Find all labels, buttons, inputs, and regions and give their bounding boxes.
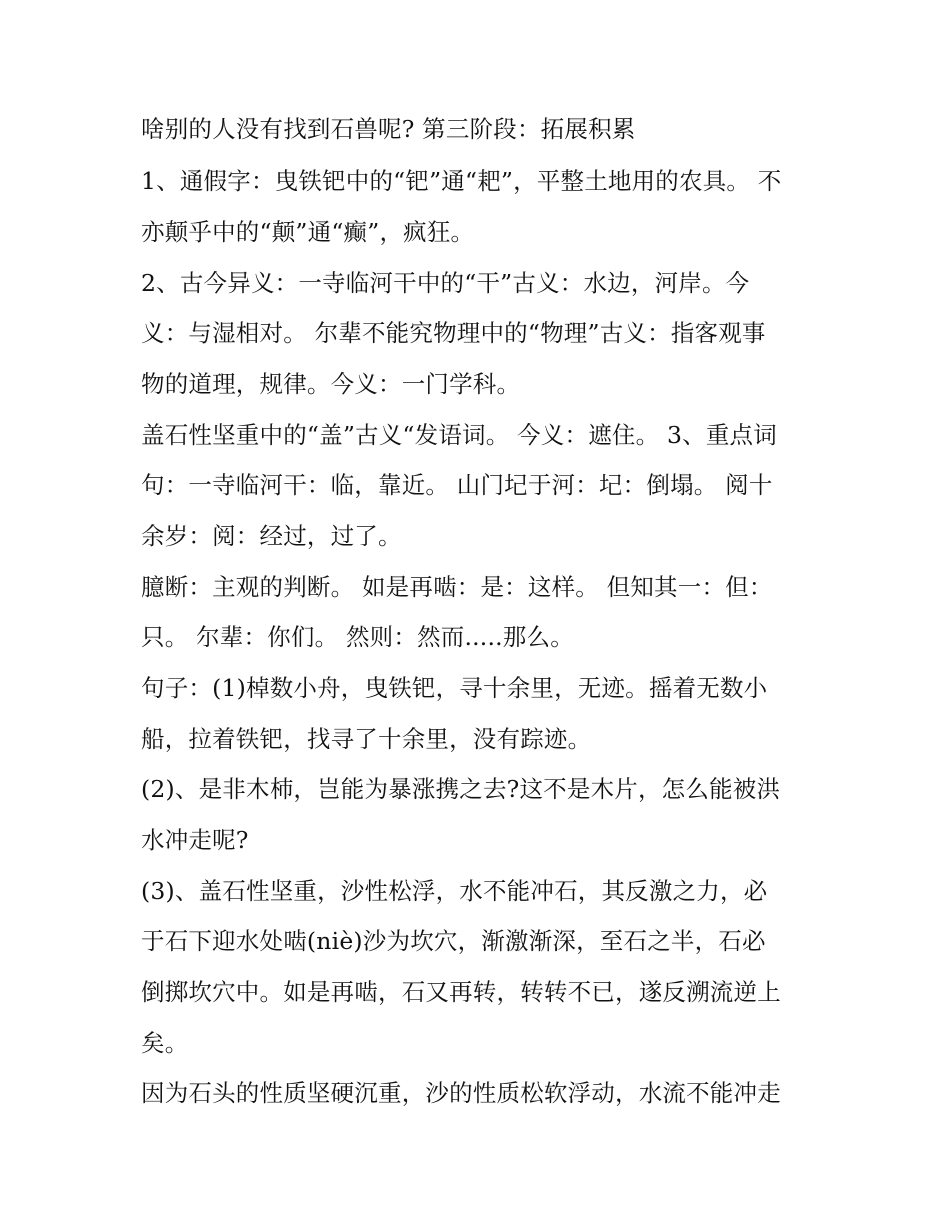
text-line: 倒掷坎穴中。如是再啮，石又再转，转转不已，遂反溯流逆上 — [141, 978, 781, 1006]
text-line: 于石下迎水处啮(niè)沙为坎穴，渐激渐深，至石之半，石必 — [141, 927, 766, 955]
text-line: 水冲走呢? — [141, 826, 249, 854]
text-line: 臆断：主观的判断。 如是再啮：是：这样。 但知其一：但： — [141, 573, 773, 601]
text-line: 物的道理，规律。今义：一门学科。 — [141, 370, 521, 398]
text-line: (3)、盖石性坚重，沙性松浮，水不能冲石，其反激之力，必 — [141, 877, 768, 905]
text-line: 船，拉着铁钯，找寻了十余里，没有踪迹。 — [141, 725, 592, 753]
text-line: (2)、是非木杮，岂能为暴涨携之去?这不是木片，怎么能被洪 — [141, 775, 781, 803]
text-line: 2、古今异义：一寺临河干中的“干”古义：水边，河岸。今 — [141, 269, 750, 297]
text-line: 句子：(1)棹数小舟，曳铁钯，寻十余里，无迹。摇着无数小 — [141, 674, 768, 702]
text-line: 盖石性坚重中的“盖”古义“发语词。 今义：遮住。 3、重点词 — [141, 421, 777, 449]
text-line: 义：与湿相对。 尔辈不能究物理中的“物理”古义：指客观事 — [141, 319, 766, 347]
text-line: 1、通假字：曳铁钯中的“钯”通“耙”，平整土地用的农具。 不 — [141, 167, 782, 195]
text-line: 句：一寺临河干：临，靠近。 山门圮于河：圮：倒塌。 阅十 — [141, 471, 773, 499]
text-line: 啥别的人没有找到石兽呢? 第三阶段：拓展积累 — [141, 115, 636, 143]
text-line: 只。 尔辈：你们。 然则：然而.....那么。 — [141, 623, 574, 651]
text-line: 亦颠乎中的“颠”通“癫”，疯狂。 — [141, 218, 475, 246]
text-line: 因为石头的性质坚硬沉重，沙的性质松软浮动，水流不能冲走 — [141, 1079, 781, 1107]
text-line: 余岁：阅：经过，过了。 — [141, 522, 402, 550]
text-line: 矣。 — [141, 1029, 189, 1057]
